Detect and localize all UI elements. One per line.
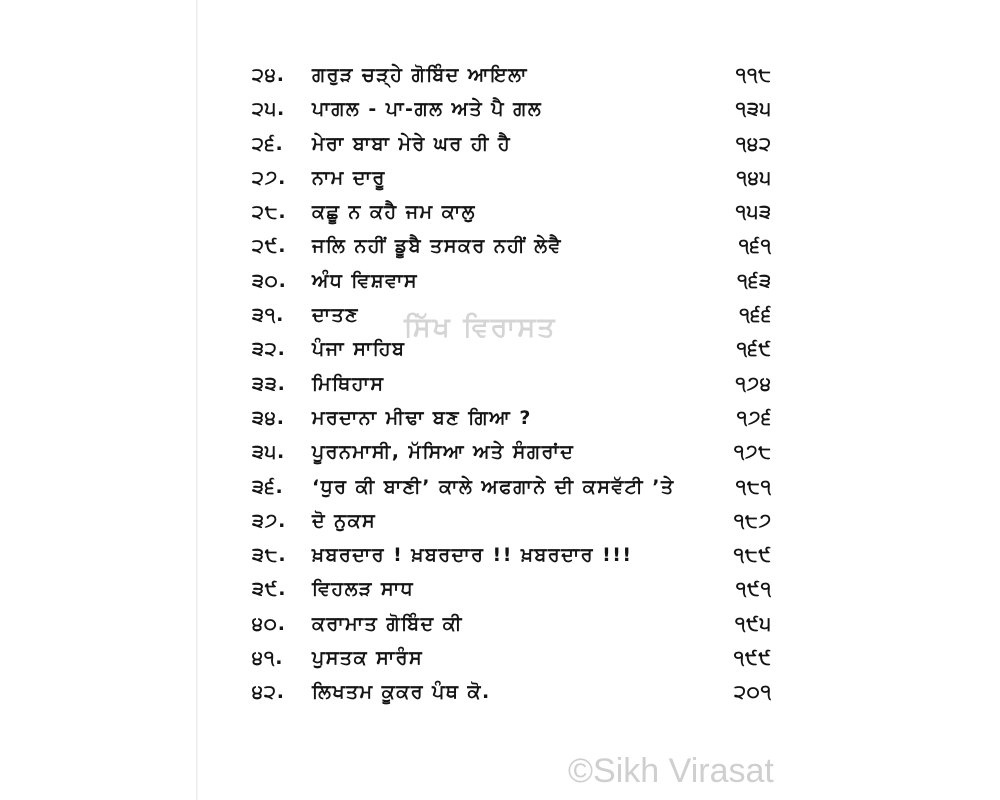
toc-entry [0, 572, 1000, 606]
entry-number: ੩੩. [252, 372, 286, 395]
entry-title: ਮੇਰਾ ਬਾਬਾ ਮੇਰੇ ਘਰ ਹੀ ਹੈ [312, 132, 512, 155]
entry-page-number: ੧੭੪ [735, 372, 772, 395]
toc-entry [0, 401, 1000, 435]
toc-entry [0, 367, 1000, 401]
toc-entry [0, 161, 1000, 195]
entry-page-number: ੧੭੮ [733, 441, 772, 464]
entry-page-number: ੧੫੩ [735, 201, 772, 224]
toc-entry [0, 127, 1000, 161]
entry-number: ੨੭. [252, 166, 287, 189]
entry-number: ੩੧. [252, 304, 285, 327]
entry-title: ਕਛੂ ਨ ਕਹੈ ਜਮ ਕਾਲੁ [312, 201, 477, 224]
entry-title: ਲਿਖਤਮ ਕੂਕਰ ਪੰਥ ਕੋ. [312, 681, 491, 704]
entry-title: ਵਿਹਲੜ ਸਾਧ [312, 578, 415, 601]
entry-page-number: ੧੯੫ [735, 612, 772, 635]
entry-number: ੩੬. [252, 475, 284, 498]
entry-page-number: ੧੬੬ [739, 304, 772, 327]
entry-number: ੪੨. [252, 681, 285, 704]
entry-title: ਨਾਮ ਦਾਰੂ [312, 166, 386, 189]
entry-number: ੨੪. [252, 64, 285, 86]
entry-title: ਅੰਧ ਵਿਸ਼ਵਾਸ [312, 269, 419, 292]
entry-number: ੨੫. [252, 98, 286, 121]
entry-title: ਪੁਸਤਕ ਸਾਰੰਸ [312, 647, 424, 670]
toc-entry [0, 675, 1000, 709]
toc-entry [0, 470, 1000, 504]
entry-page-number: ੧੮੭ [733, 509, 772, 532]
entry-page-number: ੧੯੧ [735, 578, 772, 601]
toc-entry [0, 195, 1000, 229]
table-of-contents [0, 58, 1000, 710]
entry-title: ਪੰਜਾ ਸਾਹਿਬ [312, 338, 406, 361]
entry-number: ੪੦. [252, 612, 286, 635]
entry-page-number: ੧੬੩ [737, 269, 772, 292]
entry-number: ੨੬. [252, 132, 284, 155]
entry-page-number: ੧੯੯ [733, 647, 772, 670]
entry-title: ਗਰੁੜ ਚੜ੍ਹੇ ਗੋਬਿੰਦ ਆਇਲਾ [312, 64, 528, 86]
entry-page-number: ੧੪੫ [736, 166, 772, 189]
entry-title: ਪਾਗਲ - ਪਾ-ਗਲ ਅਤੇ ਪੈ ਗਲ [312, 98, 543, 121]
entry-page-number: ੧੬੯ [736, 338, 772, 361]
entry-number: ੨੮. [252, 201, 287, 224]
copyright-watermark: ©Sikh Virasat [568, 752, 774, 790]
entry-title: ਕਰਾਮਾਤ ਗੋਬਿੰਦ ਕੀ [312, 612, 463, 635]
entry-number: ੩੦. [252, 269, 287, 292]
entry-page-number: ੨੦੧ [734, 681, 772, 704]
entry-page-number: ੧੮੯ [733, 544, 772, 567]
entry-page-number: ੧੭੬ [736, 406, 772, 429]
entry-number: ੪੧. [252, 647, 284, 670]
toc-entry [0, 229, 1000, 263]
toc-entry [0, 504, 1000, 538]
entry-title: ਮਿਥਿਹਾਸ [312, 372, 385, 395]
entry-number: ੩੫. [252, 441, 286, 464]
toc-entry [0, 607, 1000, 641]
entry-number: ੩੭. [252, 509, 287, 532]
entry-title: ‘ਧੁਰ ਕੀ ਬਾਣੀ’ ਕਾਲੇ ਅਫਗਾਨੇ ਦੀ ਕਸਵੱਟੀ ’ਤੇ [312, 475, 675, 498]
toc-entry [0, 58, 1000, 92]
toc-entry [0, 538, 1000, 572]
entry-number: ੩੨. [252, 338, 286, 361]
center-watermark: ਸਿੱਖ ਵਿਰਾਸਤ [404, 312, 557, 343]
toc-entry [0, 641, 1000, 675]
entry-number: ੩੪. [252, 406, 285, 429]
entry-page-number: ੧੮੧ [735, 475, 772, 498]
toc-entry [0, 264, 1000, 298]
entry-title: ਦੋ ਨੁਕਸ [312, 509, 377, 532]
entry-title: ਪੂਰਨਮਾਸੀ, ਮੱਸਿਆ ਅਤੇ ਸੰਗਰਾਂਦ [312, 441, 575, 464]
entry-page-number: ੧੧੮ [735, 64, 772, 86]
toc-entry [0, 435, 1000, 469]
toc-entry [0, 92, 1000, 126]
entry-number: ੨੯. [252, 235, 287, 258]
entry-title: ਮਰਦਾਨਾ ਮੀਢਾ ਬਣ ਗਿਆ ? [312, 406, 532, 429]
entry-title: ਦਾਤਣ [312, 304, 360, 327]
entry-number: ੩੮. [252, 544, 287, 567]
entry-title: ਜਲਿ ਨਹੀਂ ਡੂਬੈ ਤਸਕਰ ਨਹੀਂ ਲੇਵੈ [312, 235, 562, 258]
entry-page-number: ੧੪੨ [735, 132, 772, 155]
entry-number: ੩੯. [252, 578, 287, 601]
entry-page-number: ੧੬੧ [738, 235, 772, 258]
entry-page-number: ੧੩੫ [735, 98, 772, 121]
entry-title: ਖ਼ਬਰਦਾਰ ! ਖ਼ਬਰਦਾਰ !! ਖ਼ਬਰਦਾਰ !!! [312, 544, 633, 567]
